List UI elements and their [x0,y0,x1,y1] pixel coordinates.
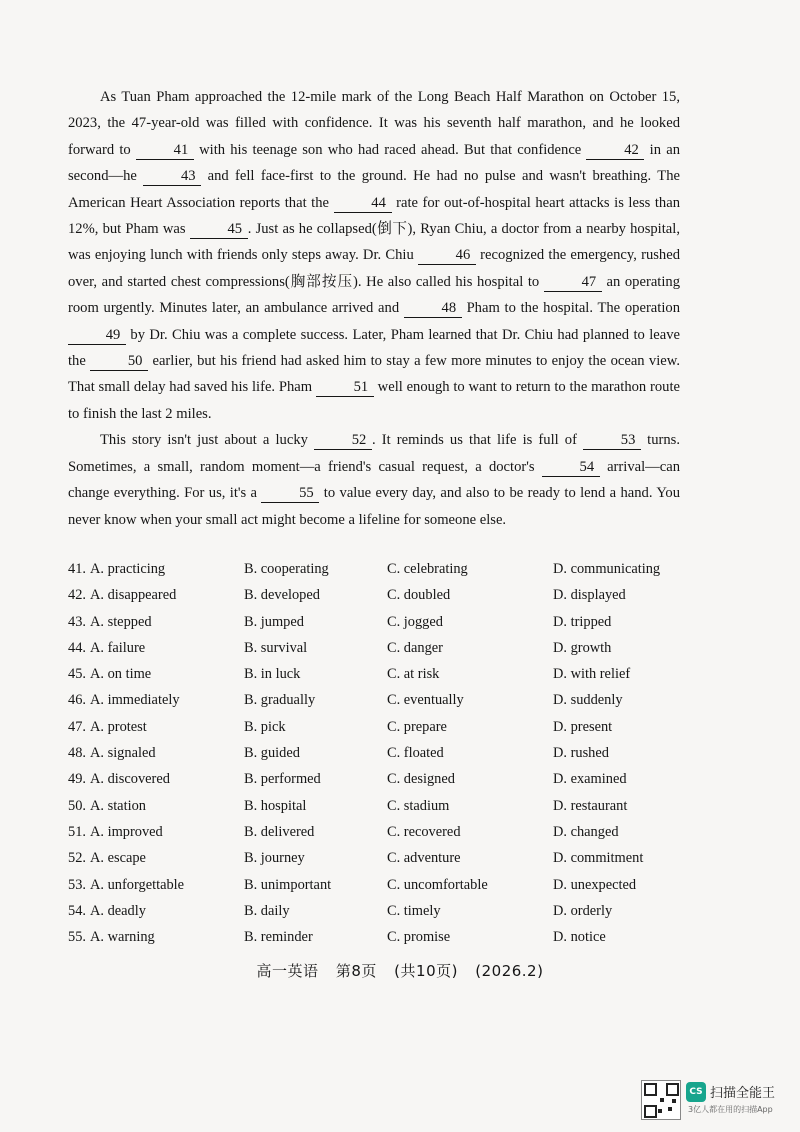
option-a [68,561,165,578]
option-d: D. tripped [553,613,612,630]
blank-53: 53 [583,431,641,450]
blank-48: 48 [404,299,462,318]
question-number: 54. [68,902,86,919]
option-b: B. jumped [244,613,304,630]
option-d: D. commitment [553,850,644,867]
question-number: 55. [68,929,86,946]
option-d: D. rushed [553,745,609,762]
passage-text: in an second—he [68,141,680,185]
footer-date: (2026.2) [475,962,544,980]
option-b: B. hospital [244,797,307,814]
option-c: C. floated [387,745,444,762]
option-a [68,771,170,788]
passage-text: This story isn't just about a lucky [100,432,315,449]
question-row [68,745,708,771]
page-footer [0,960,800,981]
passage-text: and fell face-first to the ground. He had no pulse and wasn't breathing. The American Heart Association reports that the [68,168,680,211]
option-a-text: A. warning [90,929,155,946]
option-b: B. journey [244,850,305,867]
option-a-text: A. on time [90,666,152,683]
option-b: B. cooperating [244,561,329,577]
passage-text: turns. Sometimes, a small, random moment—a friend's casual request, a doctor's [68,432,681,475]
passage-text: well enough to want to return to the marathon route to finish the last 2 miles. [68,379,680,422]
question-number: 46. [68,692,86,709]
question-row [68,850,708,876]
question-row [68,929,708,955]
passage-text: earlier, but his friend had asked him to stay a few more minutes to enjoy the ocean view. That small delay had saved his life. Pham [68,353,680,396]
scanner-app-name: 扫描全能王 [710,1086,776,1101]
option-b: B. unimportant [244,876,332,893]
option-b: B. daily [244,902,290,919]
option-c: C. timely [387,902,441,919]
option-c: C. jogged [387,613,443,630]
option-d: D. displayed [553,587,626,604]
question-number: 43. [68,613,86,630]
question-number: 41. [68,561,86,577]
question-row [68,666,708,692]
option-b: B. pick [244,718,286,735]
option-a [68,614,152,631]
option-a [68,666,151,683]
passage-text: to value every day, and also to be ready to lend a hand. You never know when your small act might become a lifeline for someone else. [68,485,680,528]
question-row [68,614,708,640]
option-d: D. present [553,718,613,735]
question-number: 49. [68,771,86,788]
option-d: D. with relief [553,666,631,683]
question-row [68,640,708,666]
blank-50: 50 [90,352,148,371]
option-a [68,745,156,762]
passage-text: As Tuan Pham approached the 12-mile mark of the Long Beach Half Marathon on October 15, 2023, the 47-year-old was filled with confidence. It was his seventh half marathon, and he looked forward to [68,89,680,158]
option-b: B. delivered [244,823,315,840]
option-b: B. gradually [244,692,316,709]
option-a [68,877,184,894]
option-a [68,798,146,815]
blank-44: 44 [334,194,392,213]
qr-code-icon [641,1080,681,1120]
passage-text: . It reminds us that life is full of [372,432,584,449]
question-number: 48. [68,745,86,762]
option-b: B. developed [244,587,320,604]
option-d: D. unexpected [553,876,637,893]
option-a [68,903,146,920]
blank-51: 51 [316,378,374,397]
option-c: C. doubled [387,587,451,604]
option-d: D. suddenly [553,692,623,709]
option-a-text: A. protest [90,718,147,735]
option-a-text: A. discovered [90,771,170,788]
option-a-text: A. improved [90,823,163,840]
question-number: 50. [68,797,86,814]
option-c: C. at risk [387,666,440,683]
passage-text: Pham to the hospital. The operation [461,300,680,317]
option-a [68,850,146,867]
option-a-text: A. station [90,797,146,814]
option-b: B. survival [244,639,308,656]
passage-text: rate for out-of-hospital heart attacks is less than 12%, but Pham was [68,194,680,238]
option-a [68,929,155,946]
question-row [68,692,708,718]
option-b: B. performed [244,771,321,788]
option-c: C. uncomfortable [387,876,488,893]
option-c: C. eventually [387,692,464,709]
option-c: C. celebrating [387,561,468,577]
footer-subject: 高一英语 [256,962,319,980]
question-number: 44. [68,639,86,656]
blank-54: 54 [542,458,600,477]
option-a [68,719,147,736]
blank-49: 49 [68,326,126,345]
passage-paragraph-1 [68,84,680,427]
option-a-text: A. stepped [90,613,152,630]
scanner-app-tagline: 3亿人都在用的扫描App [688,1105,773,1114]
question-number: 53. [68,876,86,893]
option-b: B. guided [244,745,300,762]
option-c: C. designed [387,771,455,788]
question-number: 45. [68,666,86,683]
option-a [68,824,163,841]
passage-paragraph-2 [68,427,680,533]
blank-42: 42 [586,141,644,160]
question-number: 42. [68,587,86,604]
blank-43: 43 [143,167,201,186]
question-row [68,877,708,903]
question-number: 51. [68,823,86,840]
option-a [68,587,176,604]
blank-46: 46 [418,246,476,265]
option-d: D. examined [553,771,627,788]
passage-text: by Dr. Chiu was a complete success. Later, Pham learned that Dr. Chiu had planned to leave the [68,326,680,370]
passage-text: with his teenage son who had raced ahead. But that confidence [193,141,587,158]
question-row [68,771,708,797]
question-number: 52. [68,850,86,867]
option-a-text: A. disappeared [90,587,177,604]
question-row [68,719,708,745]
option-c: C. stadium [387,797,450,814]
option-c: C. recovered [387,823,461,840]
option-b: B. in luck [244,666,301,683]
passage-text: recognized the emergency, rushed over, and started chest compressions(胸部按压). He also called his hospital to [68,247,680,290]
blank-47: 47 [544,273,602,292]
option-c: C. adventure [387,850,461,867]
passage-text: an operating room urgently. Minutes later, an ambulance arrived and [68,273,680,317]
option-c: C. promise [387,929,451,946]
option-a-text: A. unforgettable [90,876,185,893]
question-row [68,561,708,587]
question-row [68,798,708,824]
camscanner-logo-icon: CS [686,1082,706,1102]
option-d: D. communicating [553,561,661,577]
option-a [68,692,180,709]
answer-options [68,561,708,955]
option-d: D. changed [553,823,619,840]
blank-41: 41 [136,141,194,160]
cloze-passage [68,84,680,533]
option-a-text: A. immediately [90,692,180,709]
question-row [68,587,708,613]
question-number: 47. [68,718,86,735]
footer-page: 第8页 [335,962,377,980]
option-a-text: A. practicing [90,561,166,577]
footer-total: (共10页) [394,962,458,980]
option-d: D. restaurant [553,797,628,814]
question-row [68,903,708,929]
option-d: D. notice [553,929,606,946]
option-a [68,640,145,657]
option-a-text: A. deadly [90,902,146,919]
passage-text: arrival—can change everything. For us, it's a [68,458,680,502]
option-a-text: A. failure [90,639,146,656]
option-d: D. orderly [553,902,613,919]
option-d: D. growth [553,639,612,656]
option-a-text: A. signaled [90,745,156,762]
option-a-text: A. escape [90,850,146,867]
question-row [68,824,708,850]
option-b: B. reminder [244,929,313,946]
passage-text: . Just as he collapsed(倒下), Ryan Chiu, a doctor from a nearby hospital, was enjoying lunch with friends only steps away. Dr. Chiu [68,221,680,264]
blank-45: 45 [190,220,248,239]
blank-55: 55 [261,484,319,503]
option-c: C. danger [387,639,443,656]
blank-52: 52 [314,431,372,450]
option-c: C. prepare [387,718,447,735]
